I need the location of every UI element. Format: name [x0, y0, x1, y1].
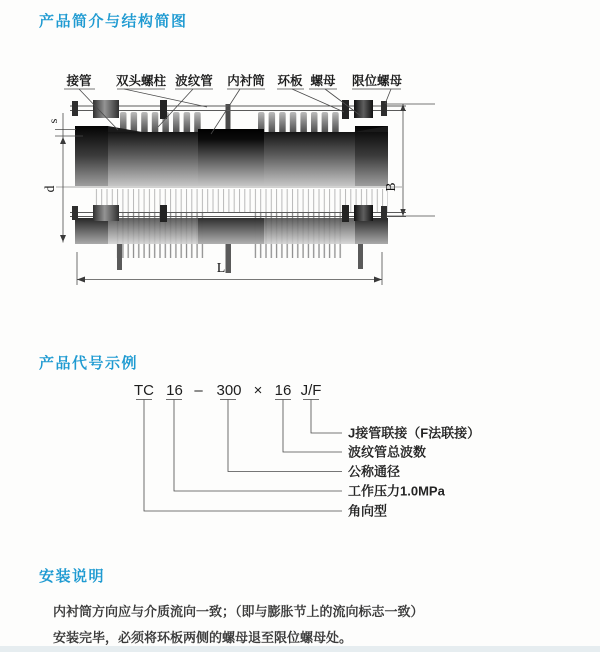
- dim-label-d: d: [42, 185, 57, 193]
- code-callout-wave-count: 波纹管总波数: [348, 444, 427, 460]
- part-label-limit-nut: 限位螺母: [351, 74, 403, 88]
- code-callout-lines: [136, 400, 342, 512]
- installation-line-2: 安装完毕，必须将环板两侧的螺母退至限位螺母处。: [53, 630, 353, 645]
- dimension-B: [383, 104, 435, 216]
- code-token-diameter: 300: [216, 382, 242, 399]
- section-title-structure: 产品简介与结构简图: [39, 13, 188, 30]
- code-token-type: TC: [134, 382, 154, 399]
- dim-label-B: B: [383, 182, 398, 192]
- part-label-bellows: 波纹管: [175, 74, 213, 88]
- part-label-ring-plate: 环板: [277, 74, 303, 88]
- dim-label-s: s: [46, 118, 60, 124]
- section-title-code-example: 产品代号示例: [39, 355, 139, 372]
- code-token-times: ×: [253, 382, 263, 399]
- code-callout-nominal-dia: 公称通径: [348, 464, 401, 479]
- page-bottom-strip: [0, 646, 600, 652]
- part-label-inner-sleeve: 内衬筒: [227, 74, 265, 88]
- dim-label-L: L: [216, 261, 226, 276]
- code-token-pressure: 16: [166, 382, 183, 399]
- code-token-waves: 16: [274, 382, 292, 399]
- code-callout-angular-type: 角向型: [348, 503, 388, 519]
- code-token-joint: J/F: [300, 382, 322, 399]
- section-title-installation: 安装说明: [39, 568, 106, 585]
- code-callout-work-pressure: 工作压力1.0MPa: [348, 483, 445, 499]
- code-token-dash: –: [194, 382, 203, 399]
- body-bottom-half: [75, 218, 388, 244]
- part-label-connection-pipe: 接管: [66, 74, 92, 88]
- part-label-stud: 双头螺柱: [115, 74, 167, 88]
- part-label-nut: 螺母: [310, 74, 336, 88]
- installation-line-1: 内衬筒方向应与介质流向一致；（即与膨胀节上的流向标志一致）: [53, 604, 424, 619]
- body-top-half: [75, 126, 388, 186]
- code-callout-joint-type: J接管联接（F法联接）: [348, 425, 481, 441]
